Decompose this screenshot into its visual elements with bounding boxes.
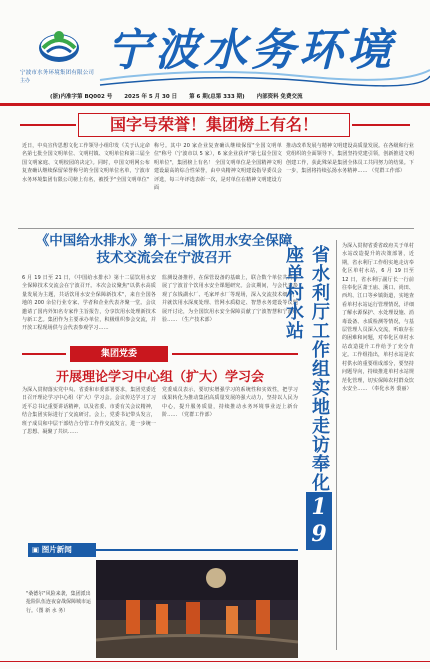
paper-title: 宁波水务环境 — [107, 25, 395, 76]
vertical-headline — [283, 245, 332, 550]
vertical-headline-b: 座单村水站 — [283, 245, 304, 340]
article2-col2: 监测设备推荐，在保管设备的基础上，联合数个单位共同开展了宁波首个饮用水安全课题研究。会议期间，与会代表参观了东钱湖水厂、毛家坪水厂等现场，深入交流技术细节，并就饮用水深度处理、管网水质稳定、智慧水务建设等议题展开讨论，为全国饮用水安全保障贡献了宁波智慧和宁波经验…… （生产技术部） — [162, 275, 298, 324]
issue-bar — [50, 92, 410, 103]
headline-honor: 国字号荣誉！集团榜上有名！ — [78, 113, 350, 137]
headline-water-forum: 《中国给水排水》第十二届饮用水安全保障技术交流会在宁波召开 — [35, 233, 293, 266]
issue-number: (浙)内准字第 BQ002 号 — [50, 94, 113, 100]
headline-study-meeting: 开展理论学习中心组（扩大）学习会 — [55, 370, 264, 385]
photo-tag-label: 图片新闻 — [41, 545, 72, 554]
news-photo — [96, 560, 298, 658]
masthead-divider — [0, 103, 430, 106]
footer-rule — [0, 661, 430, 662]
photo-strip — [96, 549, 298, 551]
night-rescue-scene-icon — [96, 560, 298, 658]
photo-caption: "桑德尔"风险来袭，集团派出抢险队伍连夜奋战保障城市运行。（图 新 水 务） — [26, 591, 92, 614]
org-sub: 主办 — [20, 78, 31, 84]
wave-decoration-icon — [0, 60, 430, 90]
org-name: 宁波市水务环境集团有限公司 — [20, 70, 95, 76]
article4-col2: 党委成员表示，要切实增强学习的系统性和实效性，把学习成果转化为推动集团高质量发展的强大动力，坚持以人民为中心，提升服务质量，持续推动水务环境事业迈上新台阶…… （党群工作部） — [162, 387, 298, 419]
vertical-headline-a: 省水利厅工作组实地走访奉化 — [309, 245, 330, 492]
column-divider — [336, 240, 337, 650]
section-tag-party: 集团党委 — [70, 346, 168, 362]
article1-col2: 称号。其中 20 家企业复查确认继续保留"全国文明单位"称号（宁波市以 5 家），6 家企业获评"第七届全国文明单位"，集团榜上有名！ 全国文明单位是全国精神文明建设最高的综合性荣誉，由中央精神文明建设指导委员会评选，每三年评选表彰一次，是对单位在精神文明建设方面 — [154, 143, 282, 192]
issue-count: 第 6 期(总第 333 期) — [189, 94, 245, 100]
headline-ornament-right — [352, 124, 410, 126]
vertical-headline-number: 19 — [306, 494, 332, 548]
article2-col1: 6 月 19 日至 21 日，《中国给水排水》第十二届饮用水安全保障技术交流会在宁波召开。本次会议聚焦"以供水高质量发展为主题，共话饮用水安全保障新技术"，来自全国各地的 200 余位行业专家、学者和企业代表齐聚一堂。会议邀请了国内外知名专家作主旨报告，分享饮用水处理新技术与新工艺。集团作为主要承办单位，积极组织参会交流，并开放工程现场供与会代表参观学习…… — [22, 275, 156, 332]
masthead — [0, 0, 430, 92]
party-rule-left — [22, 353, 66, 355]
issue-note: 内部资料 免费交流 — [256, 94, 303, 100]
camera-icon: ▣ — [32, 545, 42, 554]
article1-col3: 推动改革发展与精神文明建设高质量发展。在各级和行业党组织的全面领导下，集团坚持党建引领，创新推进文明创建工作，获此殊荣是集团全体员工共同努力的结果。下一步，集团将持续弘扬水务精神…… （党群工作部） — [286, 143, 414, 175]
article1-col1: 近日，中央宣传思想文化工作领导小组印发《关于认定命名第七批全国文明单位、文明村镇、文明单位和第三届全国文明家庭、文明校园的决定》。同时，中国文明网公布复查确认继续保留荣誉称号的全国文明单位名单，宁波市水务环境集团有限公司榜上有名，被授予"全国文明单位" — [22, 143, 150, 183]
section-divider — [18, 228, 414, 229]
party-rule-right — [172, 353, 298, 355]
issue-date: 2025 年 5 月 30 日 — [124, 94, 178, 100]
section-tag-photo — [28, 543, 96, 557]
article4-col1: 为深入贯彻落实党中央、省委和市委部署要求，集团党委近日召开理论学习中心组（扩大）学习会。会议传达学习了习近平总书记重要讲话精神，以及省委、市委有关会议精神，结合集团实际进行了交流研讨。会上，党委书记带头发言，班子成员和中层干部结合分管工作作交流发言，进一步统一了思想、凝聚了共识…… — [22, 387, 156, 436]
article3-body: 为深入贯彻省委省政府关于单村水站改造提升的决策部署，近期，省水利厅工作组实地走访奉化区单村水站，6 月 19 日至 12 日，省水利厅副厅长一行前往奉化区萧王庙、溪口、尚田、西坞、江口等乡镇街道，实地查看单村水站运行管理情况，详细了解水源保护、水处理设施、消毒设备、水质检测等情况，与基层管理人员深入交流，听取存在的困难和问题，对奉化区单村水站改造提升工作给予了充分肯定。工作组指出，单村水站是农村供水的重要组成部分，要坚持问题导向，持续推进单村水站规范化管理，切实保障农村群众饮水安全…… （奉化水务 裘丽） — [342, 243, 414, 392]
headline-ornament-left — [20, 124, 76, 126]
